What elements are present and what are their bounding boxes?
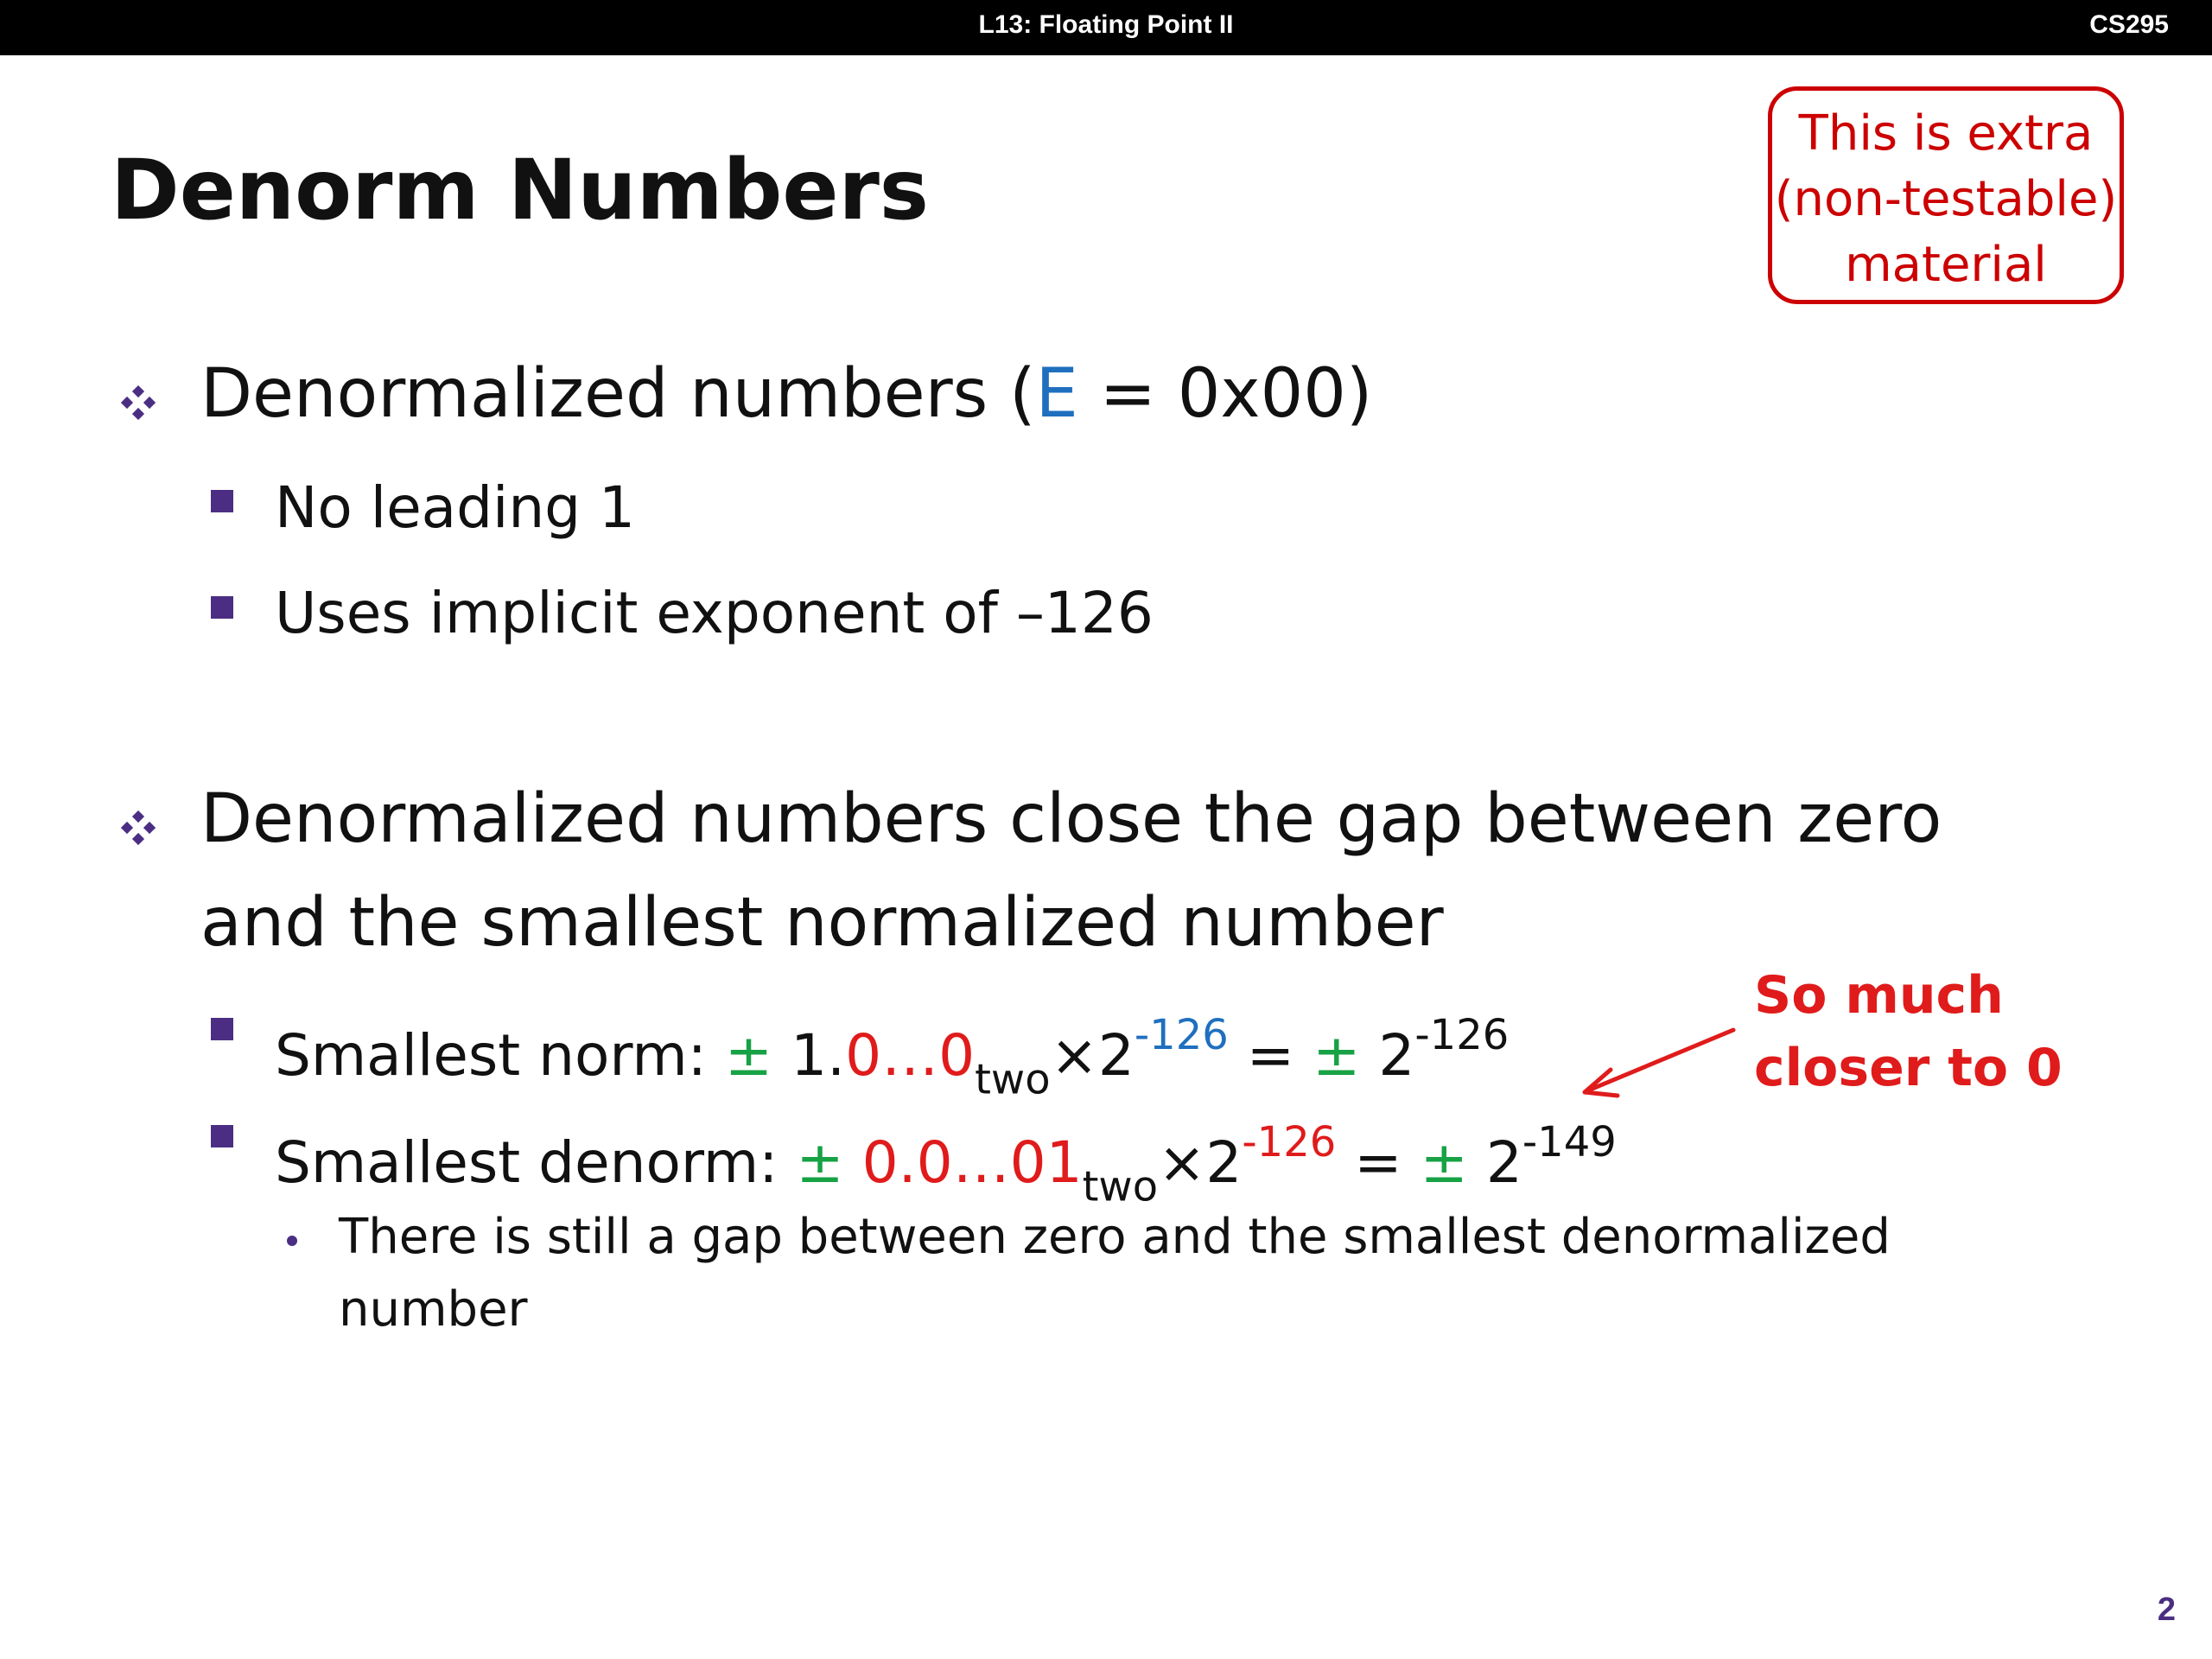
callout-line: This is extra <box>1798 105 2094 162</box>
callout-line: (non-testable) <box>1774 171 2118 227</box>
extra-material-callout <box>1768 86 2124 304</box>
lecture-title: L13: Floating Point II <box>978 10 1234 39</box>
square-bullet-icon <box>211 490 233 512</box>
bullet-line: and the smallest normalized number <box>200 884 1444 962</box>
page-number: 2 <box>2157 1592 2176 1628</box>
note-line: number <box>339 1281 528 1338</box>
exponent-field-e: E <box>1035 355 1078 433</box>
annotation-line: closer to 0 <box>1754 1038 2063 1098</box>
sub-bullet-smallest-norm: Smallest norm: ± $1.0\dots 0_{two}\times 2^{-126}$ = ± $2^{-126}$ <box>275 1011 1510 1104</box>
closer-to-zero-annotation <box>1754 959 2063 1104</box>
sub-bullet-implicit-exponent: Uses implicit exponent of –126 <box>275 580 1154 646</box>
bullet-line: Denormalized numbers close the gap between zero <box>200 780 1942 858</box>
callout-line: material <box>1845 237 2047 293</box>
square-bullet-icon <box>211 596 233 619</box>
sub-bullet-smallest-denorm: Smallest denorm: ± $0.0\dots 01_{two}\times 2^{-126}$ = ± $2^{-149}$ <box>275 1118 1617 1211</box>
slide-header-bar <box>0 0 2212 55</box>
note-line: There is still a gap between zero and the smallest denormalized <box>339 1209 1891 1265</box>
sub-bullet-no-leading-1: No leading 1 <box>275 474 636 541</box>
square-bullet-icon <box>211 1018 233 1040</box>
annotation-line: So much <box>1754 965 2004 1026</box>
square-bullet-icon <box>211 1125 233 1147</box>
sub-sub-bullet-gap-note <box>339 1201 1891 1346</box>
diamond-bullet-icon <box>121 810 156 845</box>
dot-bullet-icon <box>287 1236 297 1246</box>
bullet-denormalized-definition: Denormalized numbers (E = 0x00) <box>200 355 1373 433</box>
course-code: CS295 <box>2089 10 2169 39</box>
diamond-bullet-icon <box>121 385 156 420</box>
red-arrow-icon <box>1573 1020 1745 1106</box>
slide-title: Denorm Numbers <box>111 142 929 238</box>
bullet-close-the-gap <box>200 767 1942 975</box>
